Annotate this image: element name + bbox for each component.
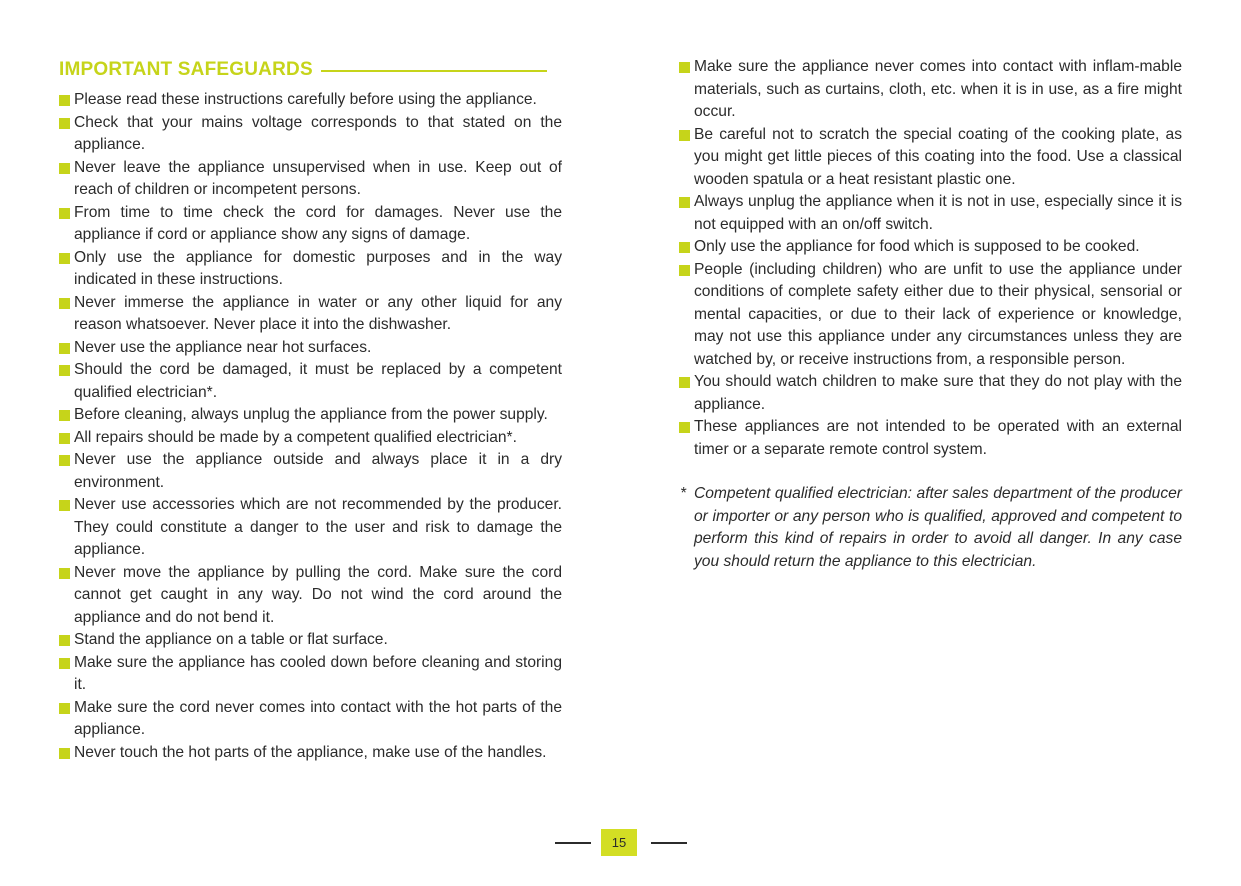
bullet-square-icon bbox=[59, 568, 70, 579]
safeguard-item bbox=[58, 247, 562, 292]
safeguard-item bbox=[58, 652, 562, 697]
left-column bbox=[58, 57, 562, 764]
safeguard-item bbox=[58, 449, 562, 494]
safeguard-item bbox=[678, 124, 1182, 192]
safeguard-text: Stand the appliance on a table or flat surface. bbox=[74, 631, 388, 648]
bullet-square-icon bbox=[679, 422, 690, 433]
safeguard-item bbox=[58, 359, 562, 404]
safeguard-text: Never use accessories which are not recommended by the producer. They could constitute a danger to the user and risk to damage the appliance. bbox=[74, 496, 562, 558]
safeguard-text: Only use the appliance for food which is supposed to be cooked. bbox=[694, 238, 1140, 255]
safeguard-text: Never move the appliance by pulling the cord. Make sure the cord cannot get caught in any way. Do not wind the cord around the appliance and do not bend it. bbox=[74, 563, 562, 626]
safeguard-text: Always unplug the appliance when it is not in use, especially since it is not equipped with an on/off switch. bbox=[694, 193, 1182, 233]
safeguard-text: Never immerse the appliance in water or any other liquid for any reason whatsoever. Never place it into the dishwasher. bbox=[74, 293, 562, 333]
bullet-square-icon bbox=[59, 95, 70, 106]
bullet-square-icon bbox=[59, 635, 70, 646]
bullet-square-icon bbox=[679, 265, 690, 276]
safeguard-item bbox=[678, 259, 1182, 372]
safeguard-item bbox=[678, 236, 1182, 259]
safeguard-text: People (including children) who are unfit to use the appliance under conditions of complete safety either due to their physical, sensorial or mental capacities, or due to their lack of experience or knowledge, may not use this appliance under any circumstances unless they are watched by, or receive instructions from, a responsible person. bbox=[694, 260, 1182, 368]
bullet-square-icon bbox=[59, 163, 70, 174]
bullet-square-icon bbox=[59, 410, 70, 421]
footnote-text: Competent qualified electrician: after sales department of the producer or importer or any person who is qualified, approved and competent to perform this kind of repairs in order to avoid all danger. In any case you should return the appliance to this electrician. bbox=[694, 485, 1182, 570]
safeguard-text: From time to time check the cord for damages. Never use the appliance if cord or appliance show any signs of damage. bbox=[74, 203, 562, 243]
safeguard-item bbox=[678, 191, 1182, 236]
safeguard-item bbox=[678, 416, 1182, 461]
section-heading bbox=[59, 57, 562, 83]
safeguard-text: All repairs should be made by a competent qualified electrician*. bbox=[74, 428, 517, 446]
safeguard-text: Never use the appliance near hot surfaces. bbox=[74, 338, 372, 356]
safeguard-item bbox=[58, 494, 562, 562]
bullet-square-icon bbox=[59, 118, 70, 129]
safeguard-text: Before cleaning, always unplug the appliance from the power supply. bbox=[74, 406, 548, 423]
page-number-rule-left bbox=[555, 842, 591, 844]
safeguard-item bbox=[58, 157, 562, 202]
safeguard-text: Check that your mains voltage corresponds to that stated on the appliance. bbox=[74, 113, 562, 153]
safeguard-item bbox=[58, 292, 562, 337]
safeguard-item bbox=[58, 404, 562, 427]
safeguard-item bbox=[678, 56, 1182, 124]
safeguard-text: Make sure the cord never comes into contact with the hot parts of the appliance. bbox=[74, 698, 562, 738]
left-safeguard-list bbox=[58, 89, 562, 764]
right-column bbox=[678, 56, 1182, 573]
bullet-square-icon bbox=[59, 208, 70, 219]
safeguard-item bbox=[58, 427, 562, 450]
page-number-rule-right bbox=[651, 842, 687, 844]
bullet-square-icon bbox=[59, 365, 70, 376]
safeguard-item bbox=[58, 337, 562, 360]
bullet-square-icon bbox=[59, 253, 70, 264]
safeguard-text: Only use the appliance for domestic purposes and in the way indicated in these instructions. bbox=[74, 248, 562, 288]
safeguard-item bbox=[58, 202, 562, 247]
safeguard-text: Please read these instructions carefully before using the appliance. bbox=[74, 91, 537, 108]
heading-text: IMPORTANT SAFEGUARDS bbox=[59, 59, 313, 80]
safeguard-item bbox=[58, 562, 562, 630]
safeguard-text: You should watch children to make sure that they do not play with the appliance. bbox=[694, 373, 1182, 413]
bullet-square-icon bbox=[59, 343, 70, 354]
bullet-square-icon bbox=[679, 62, 690, 73]
safeguard-text: Should the cord be damaged, it must be replaced by a competent qualified electrician*. bbox=[74, 361, 562, 401]
bullet-square-icon bbox=[59, 658, 70, 669]
bullet-square-icon bbox=[679, 377, 690, 388]
footnote bbox=[678, 483, 1182, 573]
bullet-square-icon bbox=[59, 500, 70, 511]
bullet-square-icon bbox=[679, 130, 690, 141]
safeguard-item bbox=[58, 89, 562, 112]
bullet-square-icon bbox=[59, 455, 70, 466]
safeguard-text: Never use the appliance outside and always place it in a dry environment. bbox=[74, 451, 562, 491]
safeguard-item bbox=[58, 742, 562, 765]
bullet-square-icon bbox=[59, 433, 70, 444]
bullet-square-icon bbox=[679, 242, 690, 253]
bullet-square-icon bbox=[59, 298, 70, 309]
heading-rule bbox=[321, 70, 547, 72]
safeguard-item bbox=[58, 697, 562, 742]
safeguard-text: Never leave the appliance unsupervised when in use. Keep out of reach of children or incompetent persons. bbox=[74, 158, 562, 198]
bullet-square-icon bbox=[59, 748, 70, 759]
safeguard-item bbox=[58, 629, 562, 652]
safeguard-item bbox=[678, 371, 1182, 416]
bullet-square-icon bbox=[59, 703, 70, 714]
footnote-marker: * bbox=[680, 485, 687, 502]
bullet-square-icon bbox=[679, 197, 690, 208]
safeguard-text: These appliances are not intended to be operated with an external timer or a separate remote control system. bbox=[694, 418, 1182, 458]
safeguard-text: Never touch the hot parts of the appliance, make use of the handles. bbox=[74, 743, 547, 761]
safeguard-text: Make sure the appliance never comes into contact with inflam-mable materials, such as curtains, cloth, etc. when it is in use, as a fire might occur. bbox=[694, 58, 1182, 120]
page-number: 15 bbox=[601, 829, 637, 856]
safeguard-text: Be careful not to scratch the special coating of the cooking plate, as you might get little pieces of this coating into the food. Use a classical wooden spatula or a heat resistant plastic one. bbox=[694, 125, 1182, 188]
safeguard-text: Make sure the appliance has cooled down before cleaning and storing it. bbox=[74, 653, 562, 693]
right-safeguard-list bbox=[678, 56, 1182, 461]
safeguard-item bbox=[58, 112, 562, 157]
